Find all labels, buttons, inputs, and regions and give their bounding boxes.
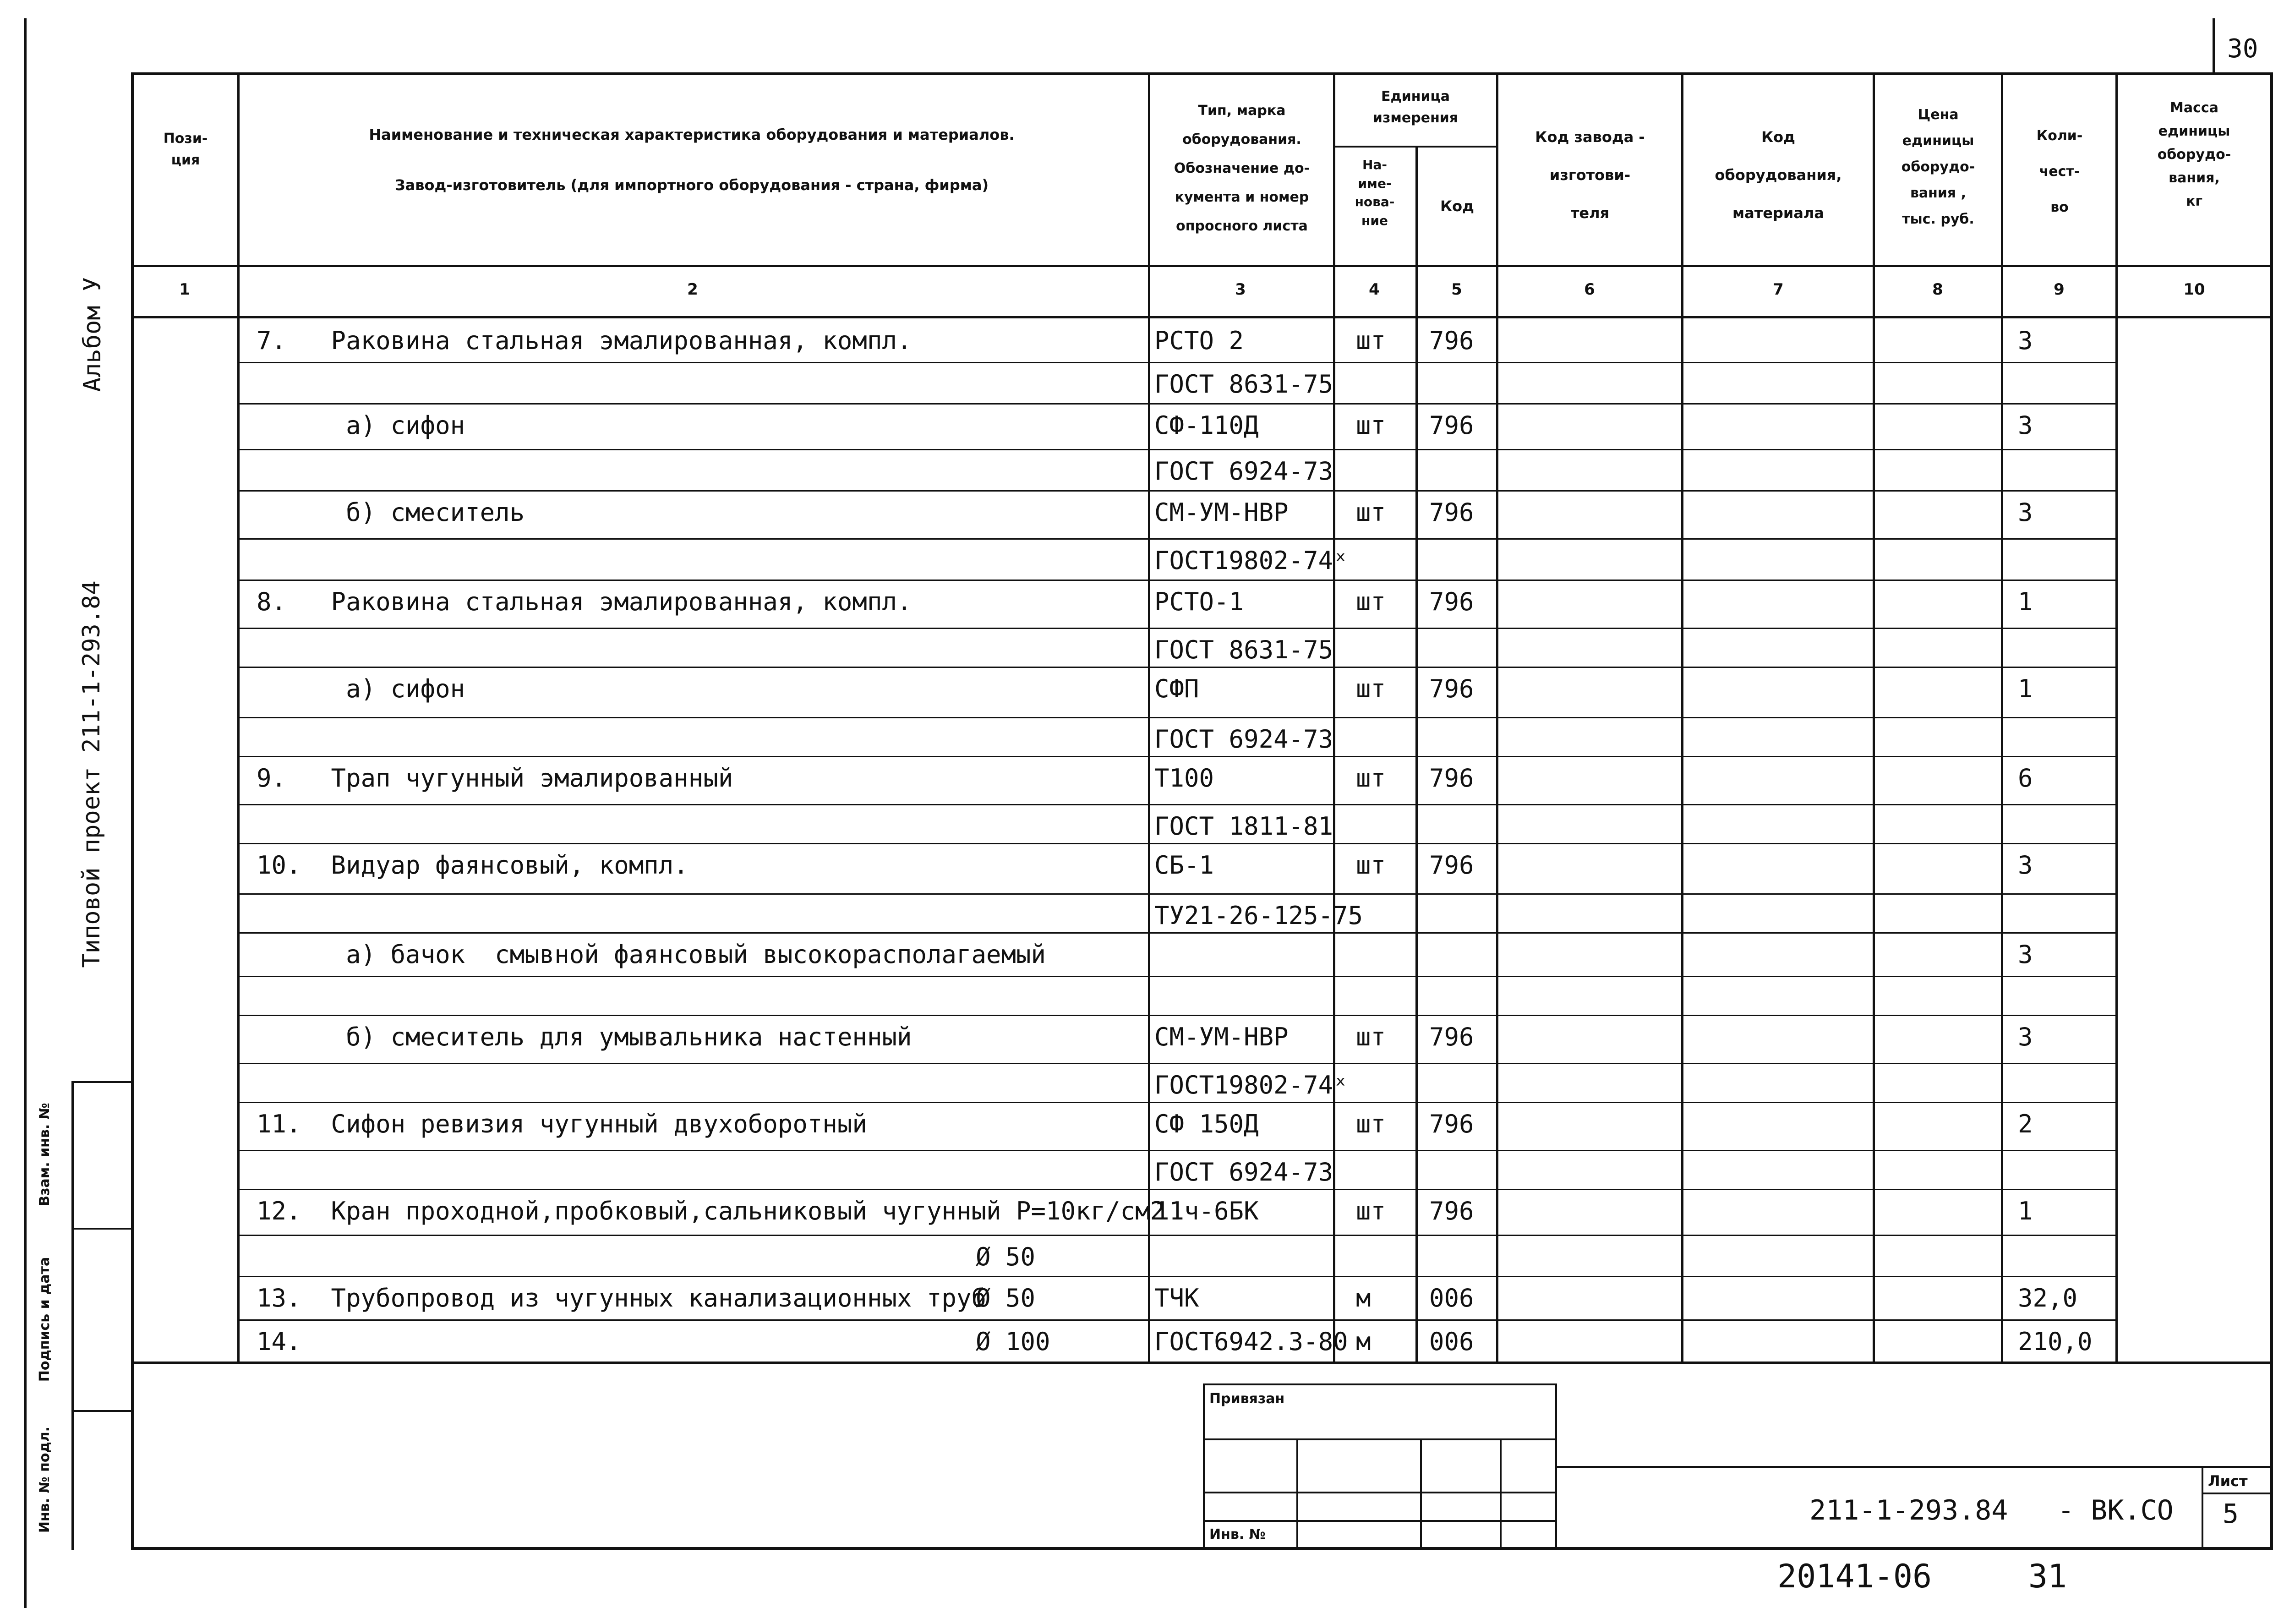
row-type: РСТО-1 <box>1154 587 1244 616</box>
column-number: 3 <box>1235 280 1246 299</box>
row-diameter: Ø 50 <box>976 1242 1036 1271</box>
row-name: 7. Раковина стальная эмалированная, компл. <box>257 326 912 355</box>
row-name: а) сифон <box>257 674 465 703</box>
row-name: 8. Раковина стальная эмалированная, компл. <box>257 587 912 616</box>
row-qty: 1 <box>2018 1197 2033 1225</box>
column-number: 4 <box>1369 280 1380 299</box>
row-name: 11. Сифон ревизия чугунный двухоборотный <box>257 1110 867 1138</box>
row-code: 796 <box>1429 764 1474 793</box>
title-block-line <box>1555 1466 2273 1468</box>
table-top-border <box>131 72 2273 75</box>
row-unit: шт <box>1356 587 1386 616</box>
header-mass: Масса единицы оборудо- вания, кг <box>2157 100 2231 209</box>
row-name: б) смеситель <box>257 498 525 527</box>
row-name: 12. Кран проходной,пробковый,сальниковый чугунный Р=10кг/см2 <box>257 1197 1165 1225</box>
row-divider <box>237 804 2118 805</box>
row-type: Т100 <box>1154 764 1214 793</box>
row-type: ГОСТ 6924-73 <box>1154 725 1333 754</box>
row-unit: шт <box>1356 498 1386 527</box>
row-code: 006 <box>1429 1327 1474 1356</box>
row-diameter: Ø 50 <box>976 1284 1036 1312</box>
header-unit-code: Код <box>1440 197 1474 215</box>
row-type: ГОСТ 8631-75 <box>1154 635 1333 664</box>
row-code: 796 <box>1429 674 1474 703</box>
row-type: ТЧК <box>1154 1284 1199 1312</box>
row-code: 796 <box>1429 1197 1474 1225</box>
row-divider <box>237 1150 2118 1151</box>
column-numbers-bottom-line <box>131 316 2273 318</box>
corner-box-line <box>2213 18 2215 72</box>
row-divider <box>237 490 2118 492</box>
row-unit: шт <box>1356 326 1386 355</box>
row-divider <box>237 538 2118 540</box>
column-number: 10 <box>2183 280 2205 299</box>
column-number: 1 <box>179 280 190 299</box>
sheet-label: Лист <box>2208 1472 2248 1490</box>
row-qty: 3 <box>2018 851 2033 880</box>
row-type: ГОСТ 6924-73 <box>1154 1158 1333 1187</box>
row-name: а) сифон <box>257 411 465 440</box>
row-name: 9. Трап чугунный эмалированный <box>257 764 733 793</box>
header-unit-group: Единица измерения <box>1372 88 1459 126</box>
row-type: СФП <box>1154 674 1199 703</box>
page-bottom-border <box>131 1547 2273 1550</box>
row-divider <box>237 362 2118 363</box>
stamp-inv-no: Инв. № <box>1209 1526 1266 1542</box>
row-name: б) смеситель для умывальника настенный <box>257 1023 912 1051</box>
row-unit: шт <box>1356 764 1386 793</box>
row-unit: шт <box>1356 1197 1386 1225</box>
stamp-privyazan: Привязан <box>1209 1391 1285 1407</box>
row-divider <box>237 628 2118 629</box>
row-qty: 3 <box>2018 1023 2033 1051</box>
header-factory-code: Код завода - изготови- теля <box>1535 128 1645 222</box>
row-qty: 3 <box>2018 411 2033 440</box>
row-type: ГОСТ 8631-75 <box>1154 370 1333 399</box>
row-divider <box>237 403 2118 405</box>
row-divider <box>237 717 2118 718</box>
row-type: ТУ21-26-125-75 <box>1154 901 1363 930</box>
header-unit-name: На- име- нова- ние <box>1355 157 1395 228</box>
row-unit: шт <box>1356 674 1386 703</box>
row-unit: шт <box>1356 1110 1386 1138</box>
table-bottom-border <box>131 1362 2273 1364</box>
header-price: Цена единицы оборудо- вания , тыс. руб. <box>1901 107 1975 227</box>
side-stamp-inv: Инв. № подл. <box>37 1426 53 1533</box>
row-code: 796 <box>1429 1023 1474 1051</box>
row-divider <box>237 893 2118 895</box>
row-code: 796 <box>1429 326 1474 355</box>
album-label: Альбом У <box>79 277 106 392</box>
stamp-line <box>1203 1383 1557 1385</box>
row-code: 796 <box>1429 498 1474 527</box>
stamp-line <box>1500 1438 1502 1550</box>
row-type: ГОСТ19802-74ˣ <box>1154 1071 1348 1099</box>
sheet-box-line <box>2202 1466 2203 1550</box>
row-qty: 3 <box>2018 940 2033 969</box>
stamp-line <box>1203 1492 1557 1493</box>
side-stamp-border <box>71 1081 74 1550</box>
row-qty: 3 <box>2018 498 2033 527</box>
left-binding-line <box>24 18 27 1608</box>
row-type: ГОСТ19802-74ˣ <box>1154 546 1348 575</box>
row-divider <box>237 1276 2118 1277</box>
row-divider <box>237 1189 2118 1190</box>
row-code: 006 <box>1429 1284 1474 1312</box>
side-stamp-vzam: Взам. инв. № <box>37 1103 53 1206</box>
row-divider <box>237 756 2118 757</box>
row-qty: 2 <box>2018 1110 2033 1138</box>
column-number: 6 <box>1584 280 1595 299</box>
table-right-border <box>2270 72 2273 1550</box>
row-type: СФ 150Д <box>1154 1110 1259 1138</box>
row-type: 11ч-6БК <box>1154 1197 1259 1225</box>
row-unit: м <box>1356 1284 1371 1312</box>
side-stamp-line <box>71 1081 133 1083</box>
row-type: ГОСТ6942.3-80 <box>1154 1327 1348 1356</box>
header-qty: Коли- чест- во <box>2036 128 2083 215</box>
side-stamp-line <box>71 1410 133 1412</box>
row-divider <box>237 449 2118 450</box>
stamp-line <box>1296 1438 1298 1550</box>
header-name-line2: Завод-изготовитель (для импортного оборудования - страна, фирма) <box>394 176 989 194</box>
header-type: Тип, марка оборудования. Обозначение до- кумента и номер опросного листа <box>1174 103 1310 234</box>
row-type: ГОСТ 6924-73 <box>1154 457 1333 486</box>
table-left-border <box>131 72 134 1550</box>
row-qty: 6 <box>2018 764 2033 793</box>
column-number: 7 <box>1773 280 1784 299</box>
row-code: 796 <box>1429 1110 1474 1138</box>
stamp-line <box>1420 1438 1422 1550</box>
row-divider <box>237 1102 2118 1103</box>
row-type: СФ-110Д <box>1154 411 1259 440</box>
header-name-line1: Наименование и техническая характеристика оборудования и материалов. <box>369 126 1015 143</box>
row-divider <box>237 1319 2118 1321</box>
document-designation: 211-1-293.84 - ВК.СО <box>1809 1494 2174 1526</box>
row-code: 796 <box>1429 851 1474 880</box>
row-name: 13. Трубопровод из чугунных канализационных труб <box>257 1284 987 1312</box>
header-pos: Пози- ция <box>163 131 208 168</box>
row-unit: м <box>1356 1327 1371 1356</box>
header-bottom-line <box>131 265 2273 267</box>
column-number: 9 <box>2054 280 2065 299</box>
project-label: Типовой проект 211-1-293.84 <box>78 580 105 968</box>
row-qty: 32,0 <box>2018 1284 2078 1312</box>
row-unit: шт <box>1356 1023 1386 1051</box>
row-qty: 1 <box>2018 674 2033 703</box>
row-name: 10. Видуар фаянсовый, компл. <box>257 851 688 880</box>
header-equipment-code: Код оборудования, материала <box>1715 128 1842 222</box>
row-divider <box>237 667 2118 668</box>
row-divider <box>237 580 2118 581</box>
row-name: а) бачок смывной фаянсовый высокорасполагаемый <box>257 940 1046 969</box>
row-divider <box>237 976 2118 977</box>
stamp-line <box>1203 1438 1557 1440</box>
row-code: 796 <box>1429 411 1474 440</box>
column-number: 8 <box>1932 280 1943 299</box>
row-type: СБ-1 <box>1154 851 1214 880</box>
footer-handwritten-number: 20141-06 31 <box>1777 1558 2067 1595</box>
sheet-box-line <box>2202 1493 2273 1494</box>
row-divider <box>237 1015 2118 1016</box>
row-divider <box>237 843 2118 844</box>
row-type: СМ-УМ-НВР <box>1154 498 1289 527</box>
row-qty: 1 <box>2018 587 2033 616</box>
row-unit: шт <box>1356 411 1386 440</box>
row-type: РСТО 2 <box>1154 326 1244 355</box>
unit-subheader-line <box>1333 146 1498 148</box>
row-type: ГОСТ 1811-81 <box>1154 812 1333 841</box>
row-diameter: Ø 100 <box>976 1327 1050 1356</box>
column-number: 2 <box>687 280 698 299</box>
side-stamp-line <box>71 1228 133 1230</box>
column-number: 5 <box>1451 280 1462 299</box>
row-divider <box>237 1063 2118 1064</box>
sheet-corner-number: 30 <box>2227 34 2258 64</box>
row-code: 796 <box>1429 587 1474 616</box>
row-divider <box>237 932 2118 934</box>
stamp-line <box>1203 1520 1557 1522</box>
row-name: 14. <box>257 1327 301 1356</box>
row-divider <box>237 1235 2118 1236</box>
side-stamp-podpis: Подпись и дата <box>37 1257 53 1382</box>
stamp-border <box>1203 1383 1205 1550</box>
row-qty: 210,0 <box>2018 1327 2093 1356</box>
row-unit: шт <box>1356 851 1386 880</box>
row-type: СМ-УМ-НВР <box>1154 1023 1289 1051</box>
sheet-number: 5 <box>2223 1498 2239 1529</box>
col-divider <box>1415 146 1418 1363</box>
row-qty: 3 <box>2018 326 2033 355</box>
